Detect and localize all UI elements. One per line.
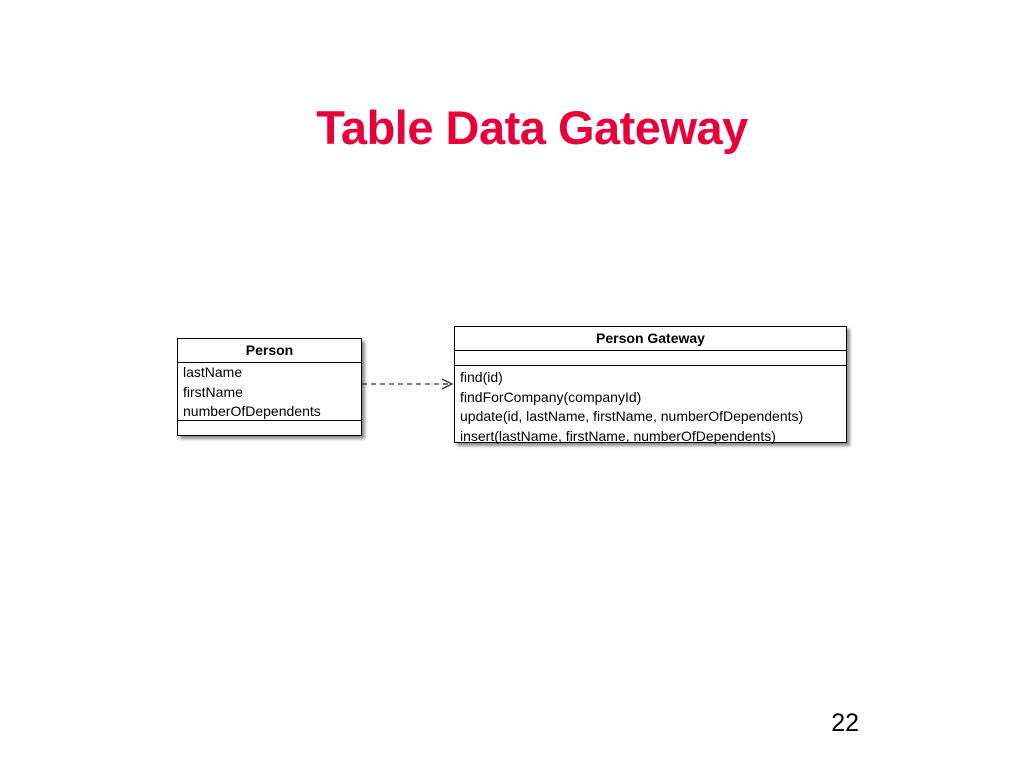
person-class-box (177, 338, 362, 436)
slide-title: Table Data Gateway (316, 101, 748, 154)
person-class-name: Person (178, 339, 361, 363)
person-gateway-attributes-section (455, 351, 846, 366)
person-attribute: lastName (183, 364, 243, 380)
dependency-arrow (360, 372, 460, 396)
person-gateway-operation: insert(lastName, firstName, numberOfDependents) (460, 427, 776, 444)
person-gateway-class-box (454, 326, 847, 443)
person-attribute: numberOfDependents (183, 403, 321, 419)
page-number: 22 (831, 709, 859, 737)
person-gateway-operations-section (455, 366, 846, 442)
person-attributes-section (178, 363, 361, 421)
person-attribute: firstName (183, 383, 243, 400)
person-gateway-operation: findForCompany(companyId) (460, 388, 642, 405)
person-gateway-operation: find(id) (460, 369, 503, 385)
person-gateway-class-name: Person Gateway (455, 327, 846, 351)
person-operations-section (178, 421, 361, 435)
person-gateway-operation: update(id, lastName, firstName, numberOfDependents) (460, 408, 804, 424)
